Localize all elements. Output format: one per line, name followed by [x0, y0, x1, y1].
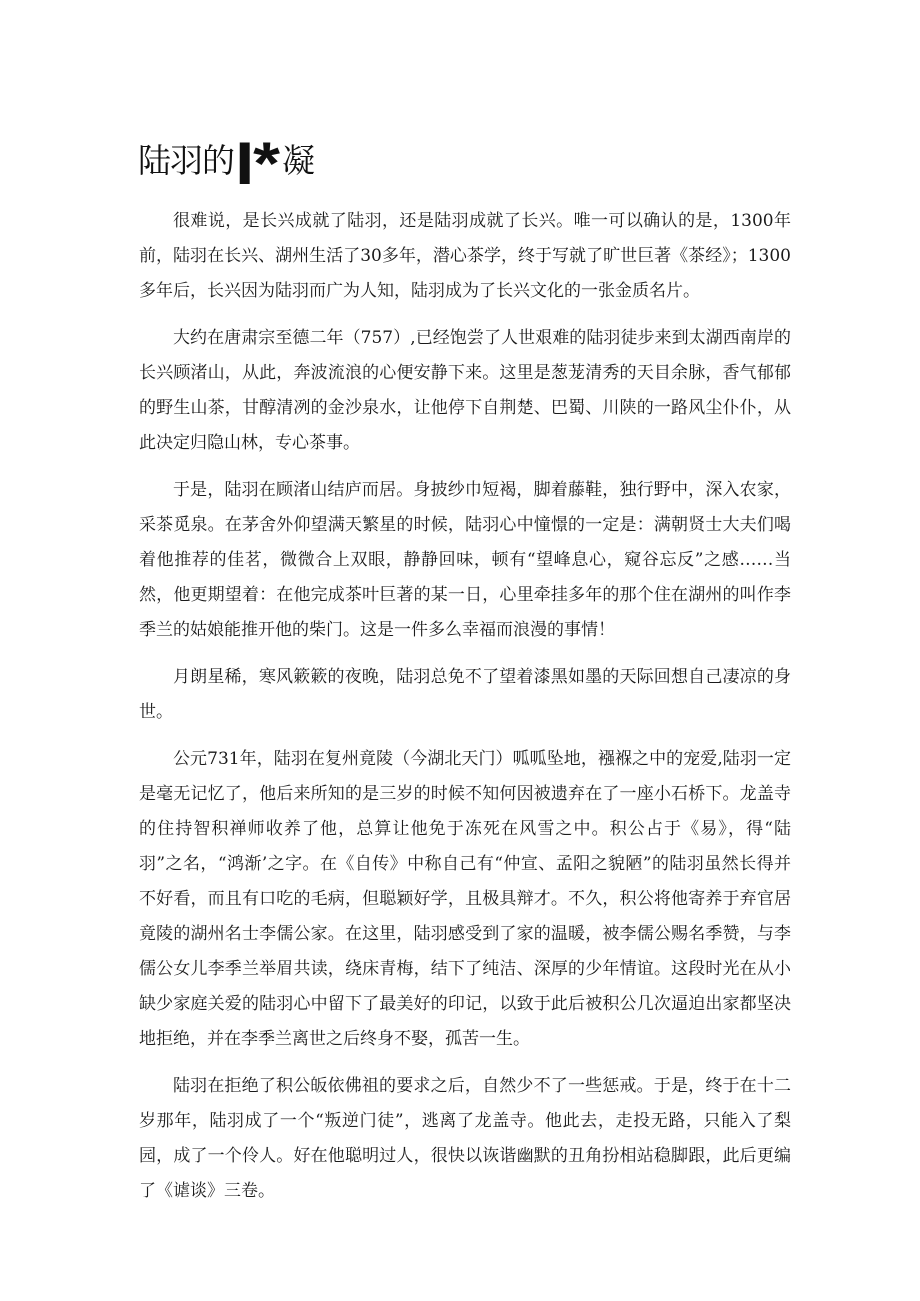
article-title [138, 128, 315, 197]
title-lead-text: 陆羽的 [138, 141, 234, 180]
paragraph-1: 很难说，是长兴成就了陆羽，还是陆羽成就了长兴。唯一可以确认的是，1300年前，陆羽在长兴、湖州生活了30多年，潜心茶学，终于写就了旷世巨著《茶经》；1300多年后，长兴因为陆羽而广为人知，陆羽成为了长兴文化的一张金质名片。 [139, 211, 791, 301]
paragraph-6: 陆羽在拒绝了积公皈依佛祖的要求之后，自然少不了一些惩戒。于是，终于在十二岁那年，陆羽成了一个“叛逆门徒”，逃离了龙盖寺。他此去，走投无路，只能入了梨园，成了一个伶人。好在他聪明过人，很快以诙谐幽默的丑角扮相站稳脚跟，此后更编了《谑谈》三卷。 [139, 1076, 791, 1201]
article-body [139, 204, 791, 1221]
paragraph-5: 公元731年，陆羽在复州竟陵（今湖北天门）呱呱坠地，襁褓之中的宠爱,陆羽一定是毫无记忆了，他后来所知的是三岁的时候不知何因被遗弃在了一座小石桥下。龙盖寺的住持智积禅师收养了他，总算让他免于冻死在风雪之中。积公占于《易》，得“陆羽”之名，“鸿渐’之字。在《自传》中称自己有“仲宣、孟阳之貌陋”的陆羽虽然长得并不好看，而且有口吃的毛病，但聪颖好学，且极具辩才。不久，积公将他寄养于弃官居竟陵的湖州名士李儒公家。在这里，陆羽感受到了家的温暖，被李儒公赐名季赞，与李儒公女儿李季兰举眉共读，绕床青梅，结下了纯洁、深厚的少年情谊。这段时光在从小缺少家庭关爱的陆羽心中留下了最美好的印记，以致于此后被积公几次逼迫出家都坚决地拒绝，并在李季兰离世之后终身不娶，孤苦一生。 [139, 749, 791, 1049]
paragraph-4: 月朗星稀，寒风簌簌的夜晚，陆羽总免不了望着漆黑如墨的天际回想自己凄凉的身世。 [139, 667, 791, 722]
title-tail-text: 凝 [282, 141, 315, 180]
paragraph-3: 于是，陆羽在顾渚山结庐而居。身披纱巾短褐，脚着藤鞋，独行野中，深入农家，采茶觅泉。在茅舍外仰望满天繁星的时候，陆羽心中憧憬的一定是：满朝贤士大夫们喝着他推荐的佳茗，微微合上双眼，静静回味，顿有“望峰息心，窥谷忘反”之感……当然，他更期望着：在他完成茶叶巨著的某一日，心里牵挂多年的那个住在湖州的叫作李季兰的姑娘能推开他的柴门。这是一件多么幸福而浪漫的事情！ [139, 480, 791, 640]
paragraph-2: 大约在唐肃宗至德二年（757）,已经饱尝了人世艰难的陆羽徒步来到太湖西南岸的长兴顾渚山，从此，奔波流浪的心便安静下来。这里是葱茏清秀的天目余脉，香气郁郁的野生山茶，甘醇清冽的金沙泉水，让他停下自荆楚、巴蜀、川陕的一路风尘仆仆，从此决定归隐山林，专心茶事。 [139, 328, 791, 453]
title-garbled-glyph: I* [235, 130, 279, 197]
